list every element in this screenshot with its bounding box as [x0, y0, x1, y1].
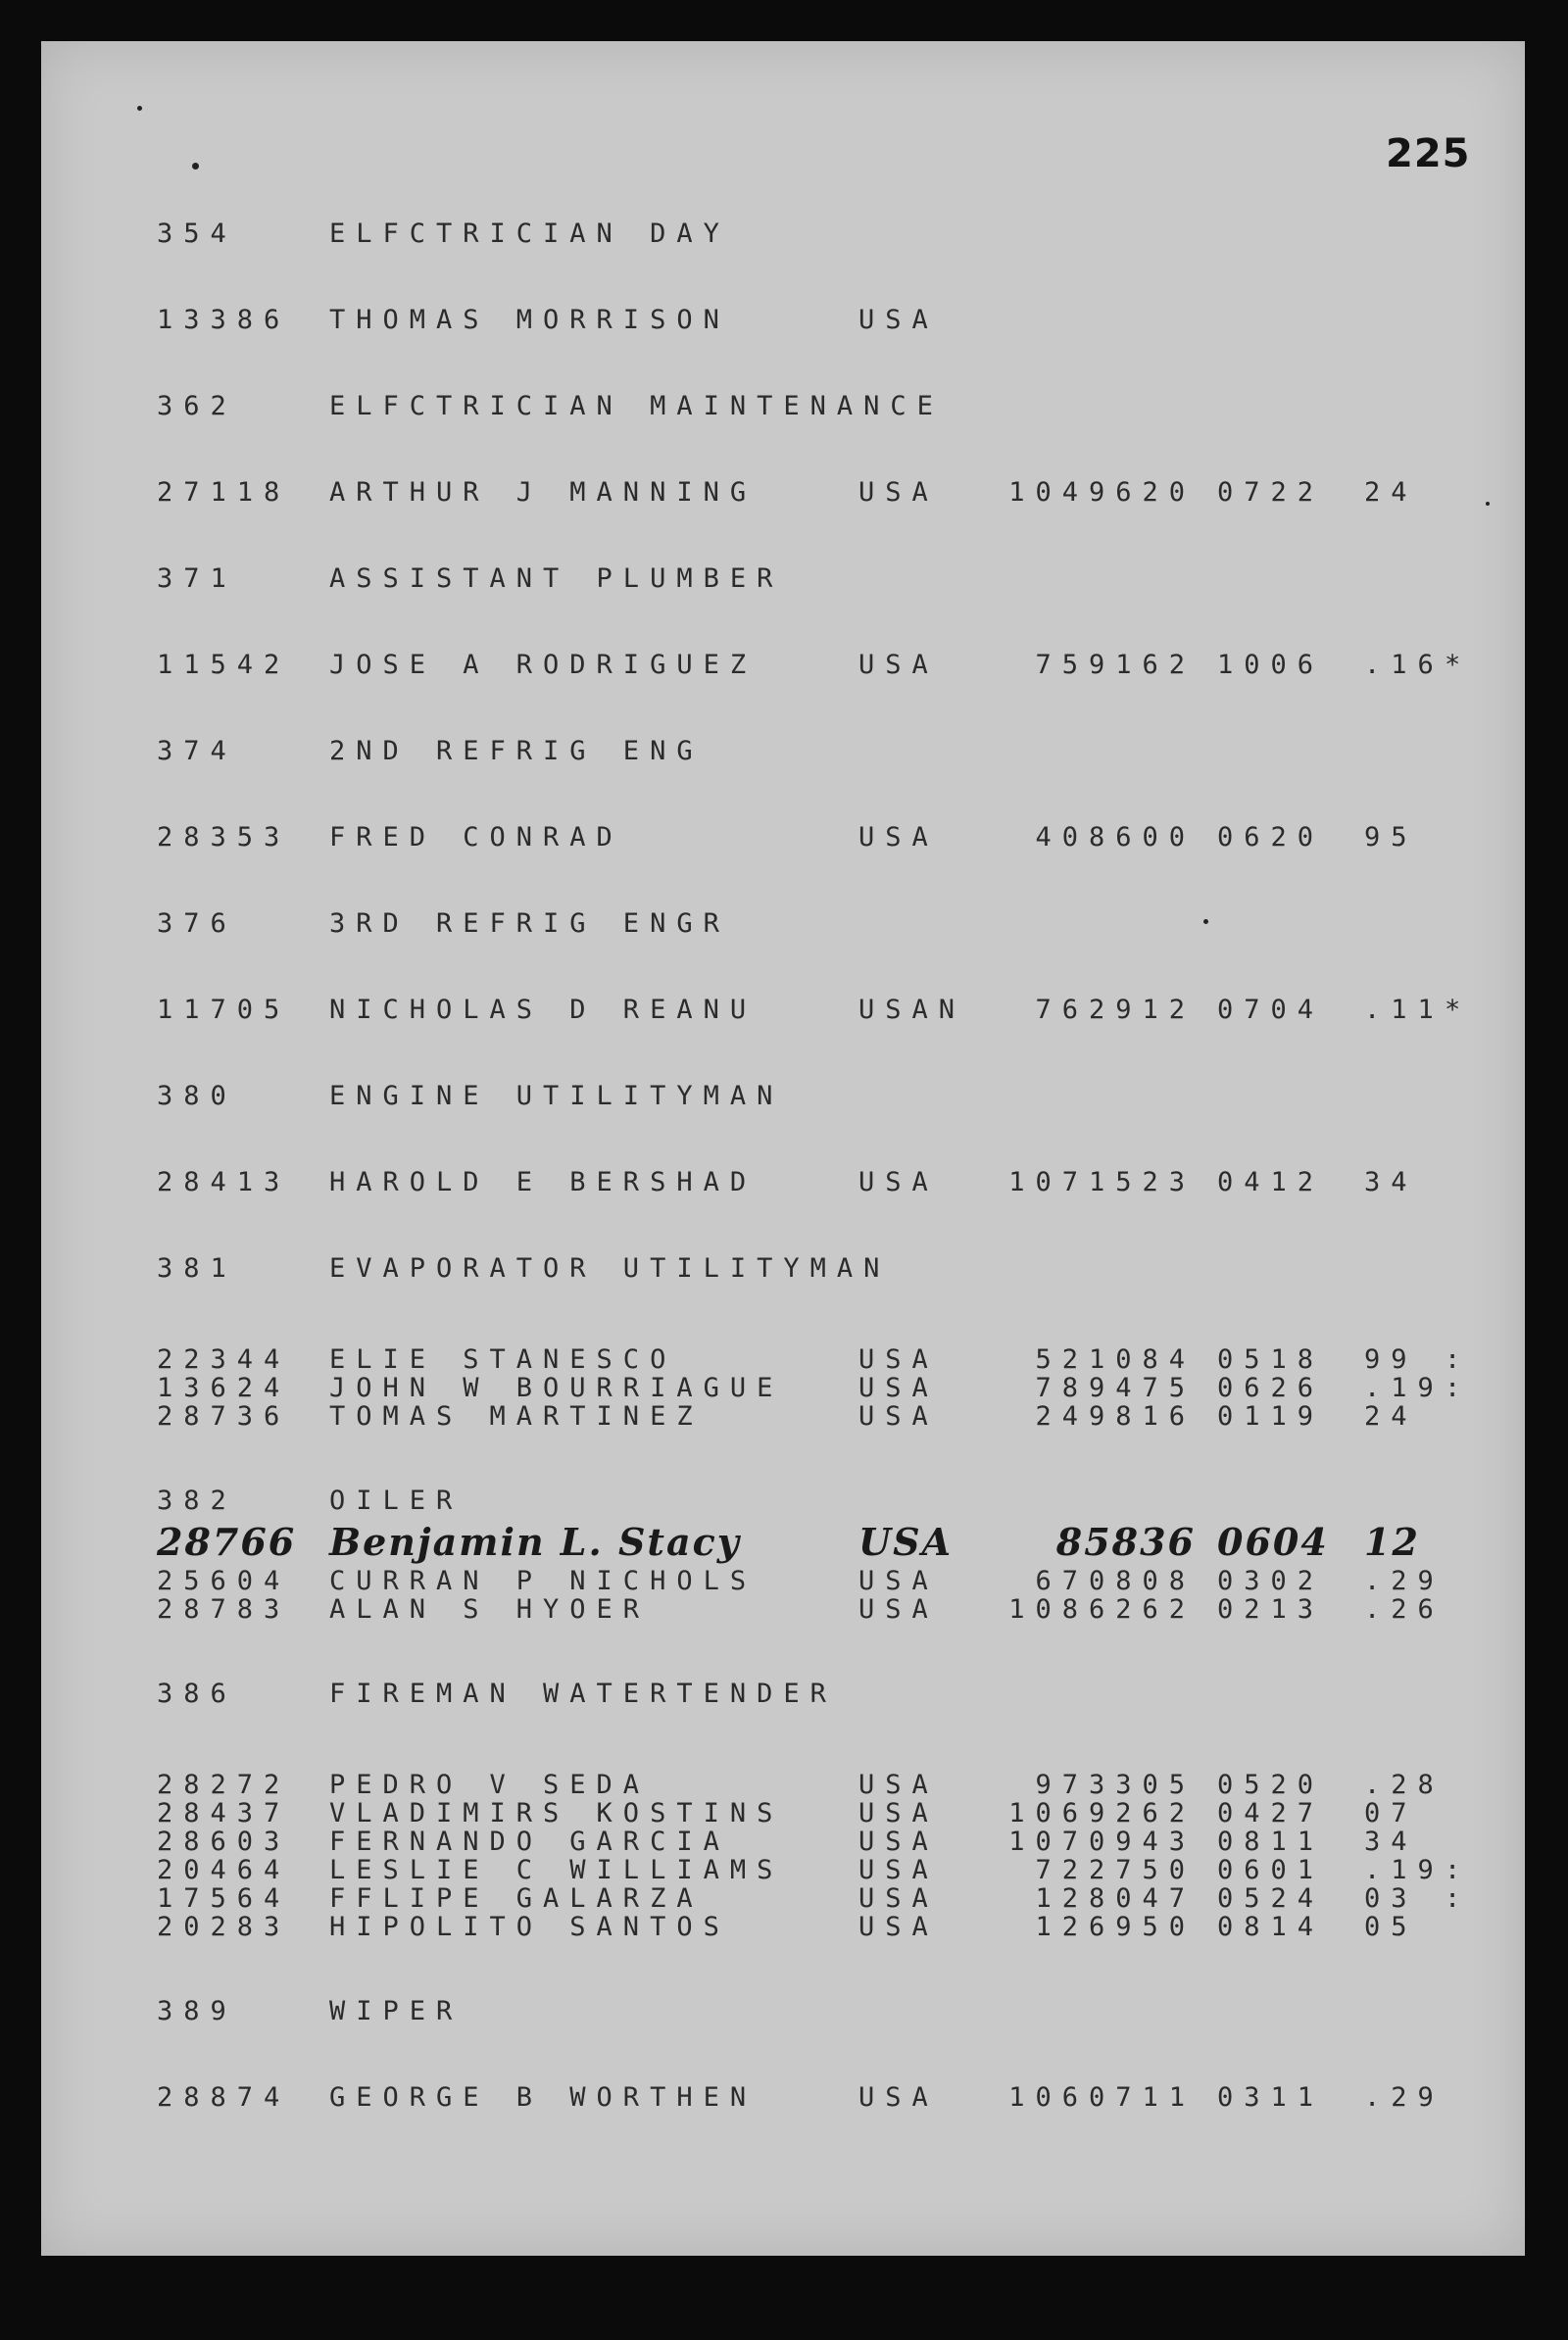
crew-code: .28	[1364, 1770, 1445, 1800]
crew-num: 20283	[157, 1912, 291, 1942]
crew-code: .26	[1364, 1594, 1445, 1625]
crew-name: HIPOLITO SANTOS	[329, 1912, 730, 1942]
crew-date: 0620	[1217, 822, 1325, 853]
job-code: 381	[157, 1253, 237, 1284]
crew-code: 24	[1364, 1401, 1418, 1432]
crew-nat: USA	[858, 822, 939, 853]
crew-nat: USA	[858, 1855, 939, 1885]
crew-num: 28603	[157, 1827, 291, 1857]
crew-code: .29	[1364, 1566, 1445, 1596]
dust-speck	[192, 163, 199, 170]
crew-nat: USA	[858, 1770, 939, 1800]
crew-nat: USA	[858, 477, 939, 508]
job-title: EVAPORATOR UTILITYMAN	[329, 1253, 891, 1284]
crew-num: 13386	[157, 305, 291, 335]
crew-ssn: 1086262	[1008, 1594, 1196, 1625]
crew-nat: USA	[858, 1798, 939, 1828]
crew-nat: USA	[858, 1566, 939, 1596]
crew-mark: :	[1445, 1883, 1472, 1914]
crew-name: LESLIE C WILLIAMS	[329, 1855, 784, 1885]
crew-nat: USAN	[858, 995, 966, 1025]
crew-name: ELIE STANESCO	[329, 1344, 677, 1375]
crew-num: 11705	[157, 995, 291, 1025]
crew-date: 0520	[1217, 1770, 1325, 1800]
job-code: 374	[157, 736, 237, 766]
crew-code: .29	[1364, 2082, 1445, 2113]
job-code: 371	[157, 563, 237, 594]
crew-num: 17564	[157, 1883, 291, 1914]
crew-mark: :	[1445, 1855, 1472, 1885]
crew-date: 0302	[1217, 1566, 1325, 1596]
job-code: 386	[157, 1679, 237, 1709]
crew-date: 0518	[1217, 1344, 1325, 1375]
job-title: ELFCTRICIAN DAY	[329, 219, 730, 249]
crew-code: .11	[1364, 995, 1445, 1025]
crew-date: 0814	[1217, 1912, 1325, 1942]
crew-ssn: 1049620	[1008, 477, 1196, 508]
crew-name: ARTHUR J MANNING	[329, 477, 758, 508]
job-title: 2ND REFRIG ENG	[329, 736, 704, 766]
crew-nat: USA	[858, 2082, 939, 2113]
crew-date: 0704	[1217, 995, 1325, 1025]
crew-date: 0722	[1217, 477, 1325, 508]
crew-mark: *	[1445, 995, 1472, 1025]
crew-date: 0213	[1217, 1594, 1325, 1625]
handwritten-date: 0604	[1217, 1520, 1329, 1564]
job-title: WIPER	[329, 1996, 464, 2026]
crew-name: THOMAS MORRISON	[329, 305, 730, 335]
crew-nat: USA	[858, 1912, 939, 1942]
crew-ssn: 670808	[1035, 1566, 1196, 1596]
crew-name: PEDRO V SEDA	[329, 1770, 651, 1800]
crew-ssn: 1060711	[1008, 2082, 1196, 2113]
crew-date: 0601	[1217, 1855, 1325, 1885]
crew-ssn: 126950	[1035, 1912, 1196, 1942]
crew-date: 0626	[1217, 1373, 1325, 1403]
crew-code: .19	[1364, 1855, 1445, 1885]
crew-ssn: 1069262	[1008, 1798, 1196, 1828]
job-code: 380	[157, 1081, 237, 1111]
crew-ssn: 762912	[1035, 995, 1196, 1025]
handwritten-ssn: 85836	[1055, 1520, 1196, 1564]
crew-name: FFLIPE GALARZA	[329, 1883, 704, 1914]
job-code: 354	[157, 219, 237, 249]
crew-nat: USA	[858, 1827, 939, 1857]
crew-num: 28413	[157, 1167, 291, 1197]
crew-num: 11542	[157, 650, 291, 680]
crew-code: .16	[1364, 650, 1445, 680]
crew-num: 25604	[157, 1566, 291, 1596]
crew-code: 24	[1364, 477, 1418, 508]
crew-nat: USA	[858, 1594, 939, 1625]
crew-ssn: 249816	[1035, 1401, 1196, 1432]
crew-date: 0524	[1217, 1883, 1325, 1914]
crew-date: 0119	[1217, 1401, 1325, 1432]
crew-nat: USA	[858, 1167, 939, 1197]
crew-name: FERNANDO GARCIA	[329, 1827, 730, 1857]
crew-num: 28736	[157, 1401, 291, 1432]
crew-ssn: 1071523	[1008, 1167, 1196, 1197]
crew-ssn: 722750	[1035, 1855, 1196, 1885]
job-title: ELFCTRICIAN MAINTENANCE	[329, 391, 944, 421]
crew-name: JOSE A RODRIGUEZ	[329, 650, 758, 680]
crew-name: VLADIMIRS KOSTINS	[329, 1798, 784, 1828]
crew-code: .19	[1364, 1373, 1445, 1403]
dust-speck	[1203, 919, 1208, 924]
crew-name: JOHN W BOURRIAGUE	[329, 1373, 784, 1403]
job-code: 376	[157, 908, 237, 939]
crew-code: 07	[1364, 1798, 1418, 1828]
crew-mark: :	[1445, 1344, 1472, 1375]
handwritten-nat: USA	[858, 1520, 954, 1564]
handwritten-code: 12	[1364, 1520, 1420, 1564]
job-title: ENGINE UTILITYMAN	[329, 1081, 784, 1111]
crew-num: 28272	[157, 1770, 291, 1800]
crew-name: FRED CONRAD	[329, 822, 623, 853]
job-title: ASSISTANT PLUMBER	[329, 563, 784, 594]
crew-num: 27118	[157, 477, 291, 508]
crew-mark: :	[1445, 1373, 1472, 1403]
crew-nat: USA	[858, 305, 939, 335]
page-number: 225	[1386, 131, 1471, 176]
crew-code: 99	[1364, 1344, 1418, 1375]
document-page	[41, 41, 1525, 2256]
crew-num: 28783	[157, 1594, 291, 1625]
crew-ssn: 973305	[1035, 1770, 1196, 1800]
crew-ssn: 128047	[1035, 1883, 1196, 1914]
crew-num: 28874	[157, 2082, 291, 2113]
job-code: 382	[157, 1486, 237, 1516]
job-title: FIREMAN WATERTENDER	[329, 1679, 837, 1709]
crew-num: 22344	[157, 1344, 291, 1375]
crew-ssn: 521084	[1035, 1344, 1196, 1375]
crew-num: 20464	[157, 1855, 291, 1885]
crew-ssn: 759162	[1035, 650, 1196, 680]
crew-name: NICHOLAS D REANU	[329, 995, 758, 1025]
crew-name: HAROLD E BERSHAD	[329, 1167, 758, 1197]
job-title: 3RD REFRIG ENGR	[329, 908, 730, 939]
crew-code: 05	[1364, 1912, 1418, 1942]
crew-date: 0811	[1217, 1827, 1325, 1857]
crew-code: 34	[1364, 1167, 1418, 1197]
crew-ssn: 789475	[1035, 1373, 1196, 1403]
crew-name: ALAN S HYOER	[329, 1594, 651, 1625]
crew-date: 0412	[1217, 1167, 1325, 1197]
dust-speck	[137, 106, 142, 111]
handwritten-num: 28766	[157, 1520, 297, 1564]
crew-num: 28353	[157, 822, 291, 853]
crew-nat: USA	[858, 650, 939, 680]
crew-mark: *	[1445, 650, 1472, 680]
crew-num: 28437	[157, 1798, 291, 1828]
dust-speck	[1486, 502, 1490, 506]
crew-num: 13624	[157, 1373, 291, 1403]
crew-nat: USA	[858, 1373, 939, 1403]
crew-nat: USA	[858, 1883, 939, 1914]
crew-code: 03	[1364, 1883, 1418, 1914]
handwritten-name: Benjamin L. Stacy	[329, 1520, 741, 1564]
job-code: 389	[157, 1996, 237, 2026]
crew-name: GEORGE B WORTHEN	[329, 2082, 758, 2113]
crew-date: 0427	[1217, 1798, 1325, 1828]
job-title: OILER	[329, 1486, 464, 1516]
crew-code: 95	[1364, 822, 1418, 853]
crew-date: 0311	[1217, 2082, 1325, 2113]
crew-name: CURRAN P NICHOLS	[329, 1566, 758, 1596]
crew-ssn: 408600	[1035, 822, 1196, 853]
job-code: 362	[157, 391, 237, 421]
crew-name: TOMAS MARTINEZ	[329, 1401, 704, 1432]
crew-nat: USA	[858, 1344, 939, 1375]
crew-ssn: 1070943	[1008, 1827, 1196, 1857]
crew-date: 1006	[1217, 650, 1325, 680]
crew-nat: USA	[858, 1401, 939, 1432]
crew-code: 34	[1364, 1827, 1418, 1857]
